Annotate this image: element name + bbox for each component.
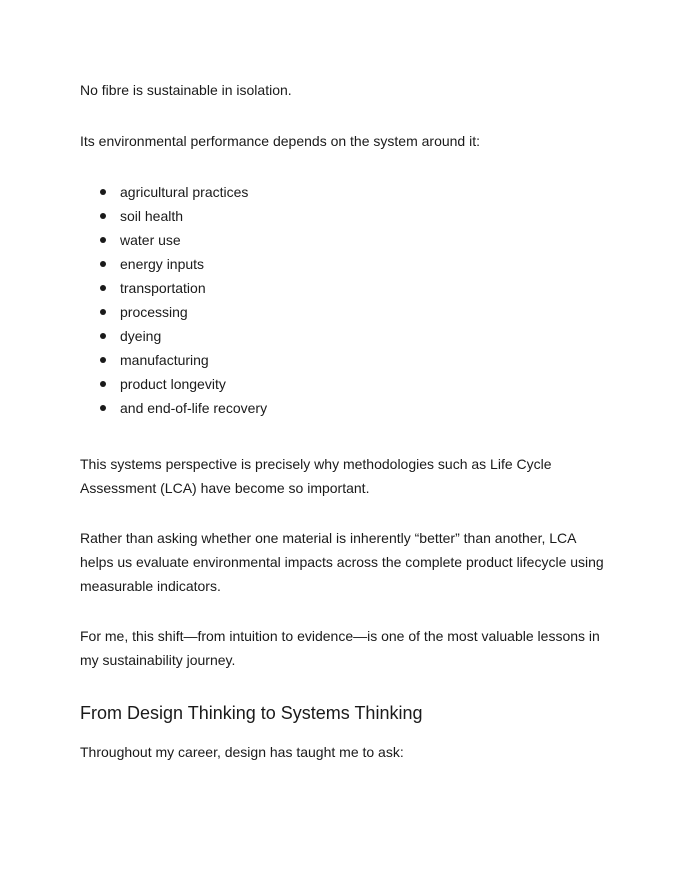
paragraph-lca-detail: Rather than asking whether one material is inherently “better” than another, LCA helps us evaluate environmental impacts across the complete product lifecycle using measurable indicators.	[80, 530, 604, 594]
bullet-icon	[100, 213, 106, 219]
list-item: soil health	[80, 204, 610, 228]
list-item: dyeing	[80, 324, 610, 348]
paragraph-career: Throughout my career, design has taught me to ask:	[80, 744, 404, 760]
bullet-icon	[100, 333, 106, 339]
list-item: energy inputs	[80, 252, 610, 276]
list-item: water use	[80, 228, 610, 252]
bullet-icon	[100, 309, 106, 315]
list-item: product longevity	[80, 372, 610, 396]
bullet-icon	[100, 261, 106, 267]
bullet-icon	[100, 381, 106, 387]
paragraph-shift: For me, this shift—from intuition to evidence—is one of the most valuable lessons in my sustainability journey.	[80, 628, 600, 668]
bullet-icon	[100, 405, 106, 411]
bullet-icon	[100, 285, 106, 291]
bullet-icon	[100, 237, 106, 243]
list-item: agricultural practices	[80, 180, 610, 204]
factor-list	[80, 180, 610, 420]
list-item: transportation	[80, 276, 610, 300]
bullet-icon	[100, 357, 106, 363]
paragraph-system: Its environmental performance depends on the system around it:	[80, 133, 480, 149]
section-heading: From Design Thinking to Systems Thinking	[80, 703, 423, 723]
list-item: manufacturing	[80, 348, 610, 372]
bullet-icon	[100, 189, 106, 195]
list-item: processing	[80, 300, 610, 324]
document-page	[80, 78, 610, 764]
list-item: and end-of-life recovery	[80, 396, 610, 420]
paragraph-intro: No fibre is sustainable in isolation.	[80, 82, 292, 98]
paragraph-lca: This systems perspective is precisely why methodologies such as Life Cycle Assessment (LCA) have become so important.	[80, 456, 552, 496]
